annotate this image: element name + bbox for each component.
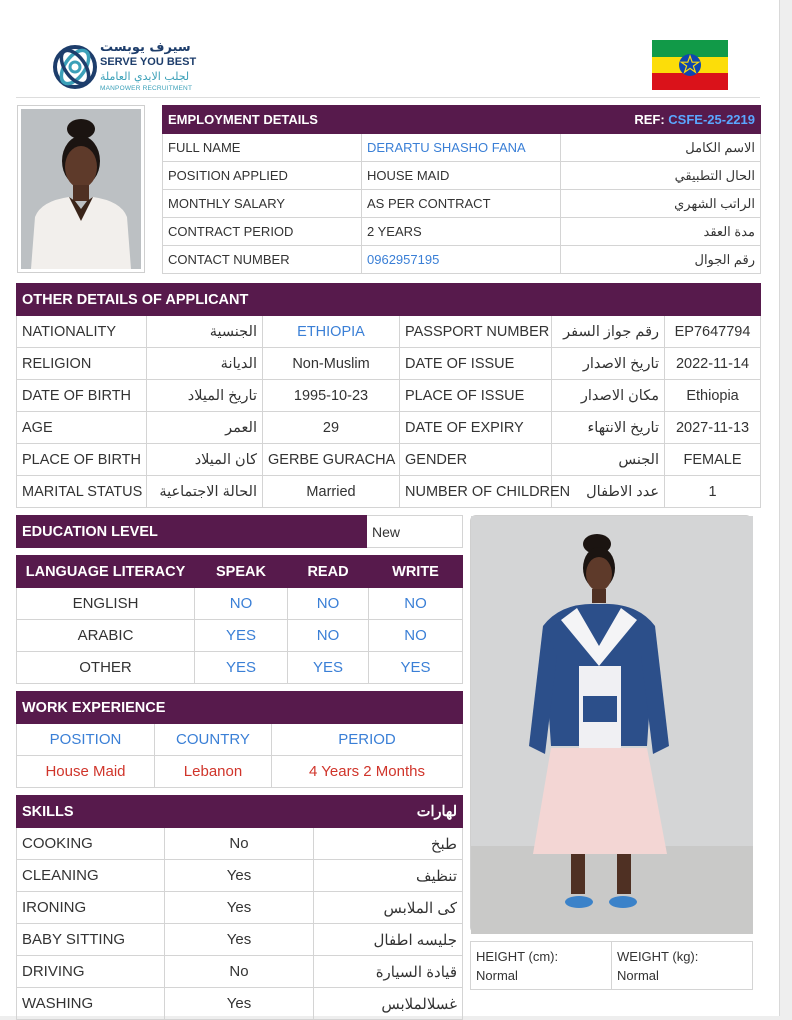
employment-value: 2 YEARS bbox=[362, 218, 561, 246]
detail-label: GENDER bbox=[400, 444, 552, 476]
language-row bbox=[17, 652, 463, 684]
company-logo bbox=[52, 40, 202, 96]
detail-arabic-label: العمر bbox=[147, 412, 263, 444]
detail-arabic-label: رقم جواز السفر bbox=[552, 316, 665, 348]
language-header-row bbox=[17, 556, 463, 588]
employment-label: POSITION APPLIED bbox=[163, 162, 362, 190]
detail-arabic-label: تاريخ الميلاد bbox=[147, 380, 263, 412]
detail-value: FEMALE bbox=[665, 444, 761, 476]
other-details-row bbox=[17, 444, 761, 476]
employment-label: CONTACT NUMBER bbox=[163, 246, 362, 274]
detail-arabic-label: الجنس bbox=[552, 444, 665, 476]
weight-cell bbox=[612, 942, 753, 990]
education-table bbox=[16, 515, 463, 548]
detail-label: DATE OF BIRTH bbox=[17, 380, 147, 412]
employment-arabic-label: الراتب الشهري bbox=[561, 190, 761, 218]
other-details-row bbox=[17, 476, 761, 508]
language-literacy-table bbox=[16, 555, 463, 684]
employment-row bbox=[163, 246, 761, 274]
employment-arabic-label: رقم الجوال bbox=[561, 246, 761, 274]
detail-value: Married bbox=[263, 476, 400, 508]
logo-english-name: SERVE YOU BEST bbox=[100, 56, 197, 68]
education-header: EDUCATION LEVEL bbox=[17, 516, 367, 548]
language-col-write: WRITE bbox=[369, 556, 463, 588]
detail-label: AGE bbox=[17, 412, 147, 444]
employment-header: EMPLOYMENT DETAILS bbox=[163, 106, 362, 134]
height-value: Normal bbox=[476, 967, 518, 983]
skills-header: SKILLS bbox=[17, 796, 165, 828]
detail-value: 29 bbox=[263, 412, 400, 444]
header-divider bbox=[16, 97, 760, 98]
other-details-row bbox=[17, 412, 761, 444]
language-col-speak: SPEAK bbox=[195, 556, 288, 588]
skill-name: BABY SITTING bbox=[17, 924, 165, 956]
detail-label: NATIONALITY bbox=[17, 316, 147, 348]
employment-arabic-label: الحال التطبيقي bbox=[561, 162, 761, 190]
work-header-row bbox=[17, 692, 463, 724]
work-header: WORK EXPERIENCE bbox=[17, 692, 463, 724]
other-details-header-row bbox=[17, 284, 761, 316]
skill-row bbox=[17, 860, 463, 892]
detail-label: RELIGION bbox=[17, 348, 147, 380]
detail-arabic-label: تاريخ الانتهاء bbox=[552, 412, 665, 444]
skill-row bbox=[17, 924, 463, 956]
detail-arabic-label: عدد الاطفال bbox=[552, 476, 665, 508]
skill-value: No bbox=[165, 828, 314, 860]
language-name: ENGLISH bbox=[17, 588, 195, 620]
work-period: 4 Years 2 Months bbox=[272, 756, 463, 788]
education-value: New bbox=[367, 516, 463, 548]
employment-details-table bbox=[162, 105, 761, 274]
language-row bbox=[17, 620, 463, 652]
detail-value: GERBE GURACHA bbox=[263, 444, 400, 476]
detail-arabic-label: الديانة bbox=[147, 348, 263, 380]
skill-value: No bbox=[165, 956, 314, 988]
detail-arabic-label: الجنسية bbox=[147, 316, 263, 348]
language-speak: YES bbox=[195, 652, 288, 684]
height-weight-table bbox=[470, 941, 753, 990]
logo-arabic-tagline: لجلب الايدي العاملة bbox=[100, 70, 190, 83]
skill-arabic: تنظيف bbox=[314, 860, 463, 892]
other-details-row bbox=[17, 380, 761, 412]
detail-label: MARITAL STATUS bbox=[17, 476, 147, 508]
language-speak: NO bbox=[195, 588, 288, 620]
skill-name: CLEANING bbox=[17, 860, 165, 892]
ref-label: REF: bbox=[634, 112, 665, 127]
weight-value: Normal bbox=[617, 967, 659, 983]
reference-cell bbox=[362, 106, 761, 134]
employment-value: HOUSE MAID bbox=[362, 162, 561, 190]
other-details-table bbox=[16, 283, 761, 508]
skill-value: Yes bbox=[165, 988, 314, 1020]
skill-value: Yes bbox=[165, 924, 314, 956]
skill-arabic: كى الملابس bbox=[314, 892, 463, 924]
detail-label: PLACE OF BIRTH bbox=[17, 444, 147, 476]
other-details-row bbox=[17, 316, 761, 348]
work-col-period: PERIOD bbox=[272, 724, 463, 756]
skill-arabic: طبخ bbox=[314, 828, 463, 860]
skill-value: Yes bbox=[165, 892, 314, 924]
work-position: House Maid bbox=[17, 756, 155, 788]
detail-label: PASSPORT NUMBER bbox=[400, 316, 552, 348]
skills-header-arabic: لهارات bbox=[314, 796, 463, 828]
employment-value: DERARTU SHASHO FANA bbox=[362, 134, 561, 162]
detail-label: DATE OF ISSUE bbox=[400, 348, 552, 380]
employment-arabic-label: الاسم الكامل bbox=[561, 134, 761, 162]
employment-row bbox=[163, 190, 761, 218]
employment-label: CONTRACT PERIOD bbox=[163, 218, 362, 246]
skill-name: WASHING bbox=[17, 988, 165, 1020]
language-col-read: READ bbox=[288, 556, 369, 588]
language-read: NO bbox=[288, 620, 369, 652]
detail-arabic-label: مكان الاصدار bbox=[552, 380, 665, 412]
language-name: OTHER bbox=[17, 652, 195, 684]
language-write: NO bbox=[369, 620, 463, 652]
other-details-row bbox=[17, 348, 761, 380]
skill-arabic: جليسه اطفال bbox=[314, 924, 463, 956]
work-col-position: POSITION bbox=[17, 724, 155, 756]
ref-value: CSFE-25-2219 bbox=[668, 112, 755, 127]
skill-name: COOKING bbox=[17, 828, 165, 860]
work-experience-table bbox=[16, 691, 463, 788]
applicant-portrait-photo bbox=[17, 105, 145, 273]
language-write: NO bbox=[369, 588, 463, 620]
detail-value: 1 bbox=[665, 476, 761, 508]
employment-label: FULL NAME bbox=[163, 134, 362, 162]
detail-value: 1995-10-23 bbox=[263, 380, 400, 412]
employment-row bbox=[163, 162, 761, 190]
weight-label: WEIGHT (kg): bbox=[617, 948, 699, 964]
skill-name: IRONING bbox=[17, 892, 165, 924]
skill-name: DRIVING bbox=[17, 956, 165, 988]
logo-tagline: MANPOWER RECRUITMENT bbox=[100, 85, 193, 92]
height-label: HEIGHT (cm): bbox=[476, 948, 559, 964]
height-cell bbox=[471, 942, 612, 990]
detail-value: 2022-11-14 bbox=[665, 348, 761, 380]
work-row bbox=[17, 756, 463, 788]
employment-row bbox=[163, 218, 761, 246]
employment-label: MONTHLY SALARY bbox=[163, 190, 362, 218]
detail-arabic-label: كان الميلاد bbox=[147, 444, 263, 476]
language-read: NO bbox=[288, 588, 369, 620]
detail-value: 2027-11-13 bbox=[665, 412, 761, 444]
detail-value: Non-Muslim bbox=[263, 348, 400, 380]
other-details-header: OTHER DETAILS OF APPLICANT bbox=[17, 284, 761, 316]
detail-value: EP7647794 bbox=[665, 316, 761, 348]
skill-row bbox=[17, 988, 463, 1020]
detail-value: Ethiopia bbox=[665, 380, 761, 412]
skill-row bbox=[17, 892, 463, 924]
employment-arabic-label: مدة العقد bbox=[561, 218, 761, 246]
work-country: Lebanon bbox=[155, 756, 272, 788]
skill-row bbox=[17, 828, 463, 860]
detail-value: ETHIOPIA bbox=[263, 316, 400, 348]
skills-header-row bbox=[17, 796, 463, 828]
skill-value: Yes bbox=[165, 860, 314, 892]
skills-header-spacer bbox=[165, 796, 314, 828]
employment-header-row bbox=[163, 106, 761, 134]
skill-row bbox=[17, 956, 463, 988]
language-row bbox=[17, 588, 463, 620]
detail-arabic-label: الحالة الاجتماعية bbox=[147, 476, 263, 508]
skill-arabic: غسلالملابس bbox=[314, 988, 463, 1020]
logo-arabic-name: سيرف يوبست bbox=[100, 40, 191, 55]
detail-label: PLACE OF ISSUE bbox=[400, 380, 552, 412]
employment-value: 0962957195 bbox=[362, 246, 561, 274]
detail-arabic-label: تاريخ الاصدار bbox=[552, 348, 665, 380]
language-write: YES bbox=[369, 652, 463, 684]
language-header: LANGUAGE LITERACY bbox=[17, 556, 195, 588]
employment-row bbox=[163, 134, 761, 162]
work-col-country: COUNTRY bbox=[155, 724, 272, 756]
language-speak: YES bbox=[195, 620, 288, 652]
applicant-full-body-photo bbox=[470, 515, 752, 933]
skills-table bbox=[16, 795, 463, 1020]
language-read: YES bbox=[288, 652, 369, 684]
employment-value: AS PER CONTRACT bbox=[362, 190, 561, 218]
language-name: ARABIC bbox=[17, 620, 195, 652]
skill-arabic: قيادة السيارة bbox=[314, 956, 463, 988]
ethiopia-flag-icon bbox=[652, 40, 728, 90]
work-columns-row bbox=[17, 724, 463, 756]
detail-label: NUMBER OF CHILDREN bbox=[400, 476, 552, 508]
detail-label: DATE OF EXPIRY bbox=[400, 412, 552, 444]
logo-knot-icon bbox=[52, 42, 98, 92]
